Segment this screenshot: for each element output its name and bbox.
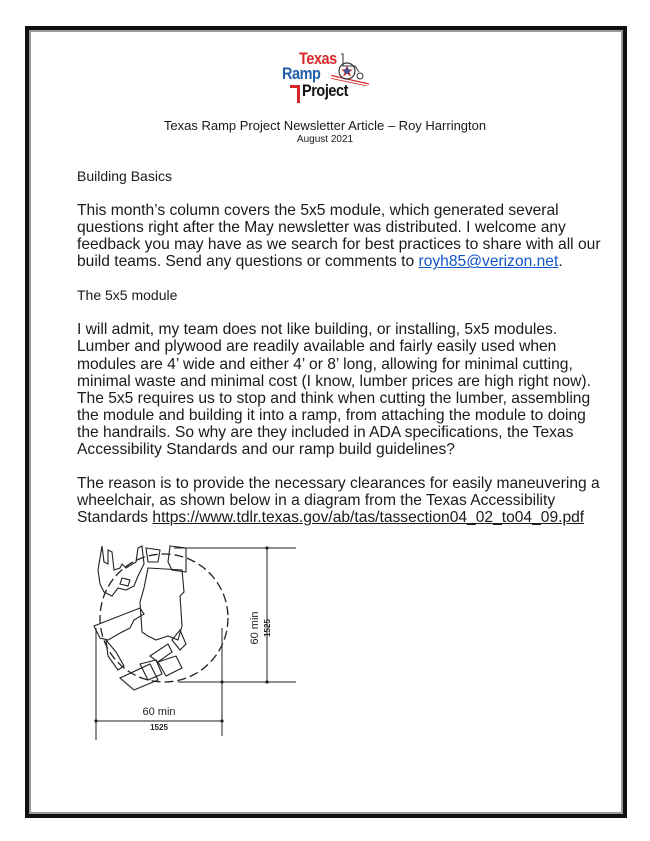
- paragraph-reason-text: The reason is to provide the necessary clearances for easily maneuvering a wheelchair, as shown below in a diagram from the Texas Accessibility Standards: [77, 475, 600, 527]
- horizontal-dimension-label: [96, 705, 222, 719]
- paragraph-intro-text: This month’s column covers the 5x5 module, which generated several questions right after the May newsletter was distributed. I welcome any feedback you may have as we search for best practices to share with all our build teams. Send any questions or comments to: [77, 202, 601, 271]
- article-body: [77, 168, 607, 526]
- paragraph-reason: [77, 475, 607, 526]
- vertical-dim-sub: 1525: [263, 619, 272, 637]
- logo-bracket: [290, 85, 300, 103]
- article-title: Texas Ramp Project Newsletter Article – Roy Harrington: [163, 118, 487, 133]
- paragraph-intro-end: .: [558, 253, 563, 271]
- paragraph-5x5-module: I will admit, my team does not like building, or installing, 5x5 modules. Lumber and plywood are readily available and fairly easily used when modules are 4’ wide and either 4’ or 8’ long, allowing for minimal cutting, minimal waste and minimal cost (I know, lumber prices are high right now). The 5x5 requires us to stop and think when cutting the lumber, assembling the module and building it into a ramp, from attaching the module to doing the handrails. So why are they included in ADA specifications, the Texas Accessibility Standards and our ramp build guidelines?: [77, 321, 591, 459]
- vertical-dimension-label: [249, 538, 284, 645]
- section-heading-5x5-module: The 5x5 module: [77, 287, 178, 304]
- logo-text-ramp: Ramp: [282, 64, 321, 83]
- section-heading-building-basics: Building Basics: [77, 168, 172, 184]
- logo-text-project: Project: [302, 81, 349, 100]
- horizontal-dim-sub: 1525: [150, 723, 168, 732]
- wheelchair-turning-diagram: [86, 540, 296, 745]
- horizontal-dim-text: 60 min: [142, 706, 176, 718]
- article-date: August 2021: [296, 134, 354, 145]
- logo-text-texas: Texas: [299, 49, 337, 68]
- wheelchair-ramp-icon: [331, 52, 371, 86]
- texas-ramp-project-logo: [276, 49, 368, 108]
- vertical-dim-text: 60 min: [249, 611, 261, 645]
- tas-link[interactable]: https://www.tdlr.texas.gov/ab/tas/tassection04_02_to04_09.pdf: [152, 509, 585, 527]
- email-link[interactable]: royh85@verizon.net: [418, 253, 559, 271]
- paragraph-intro: [77, 202, 607, 270]
